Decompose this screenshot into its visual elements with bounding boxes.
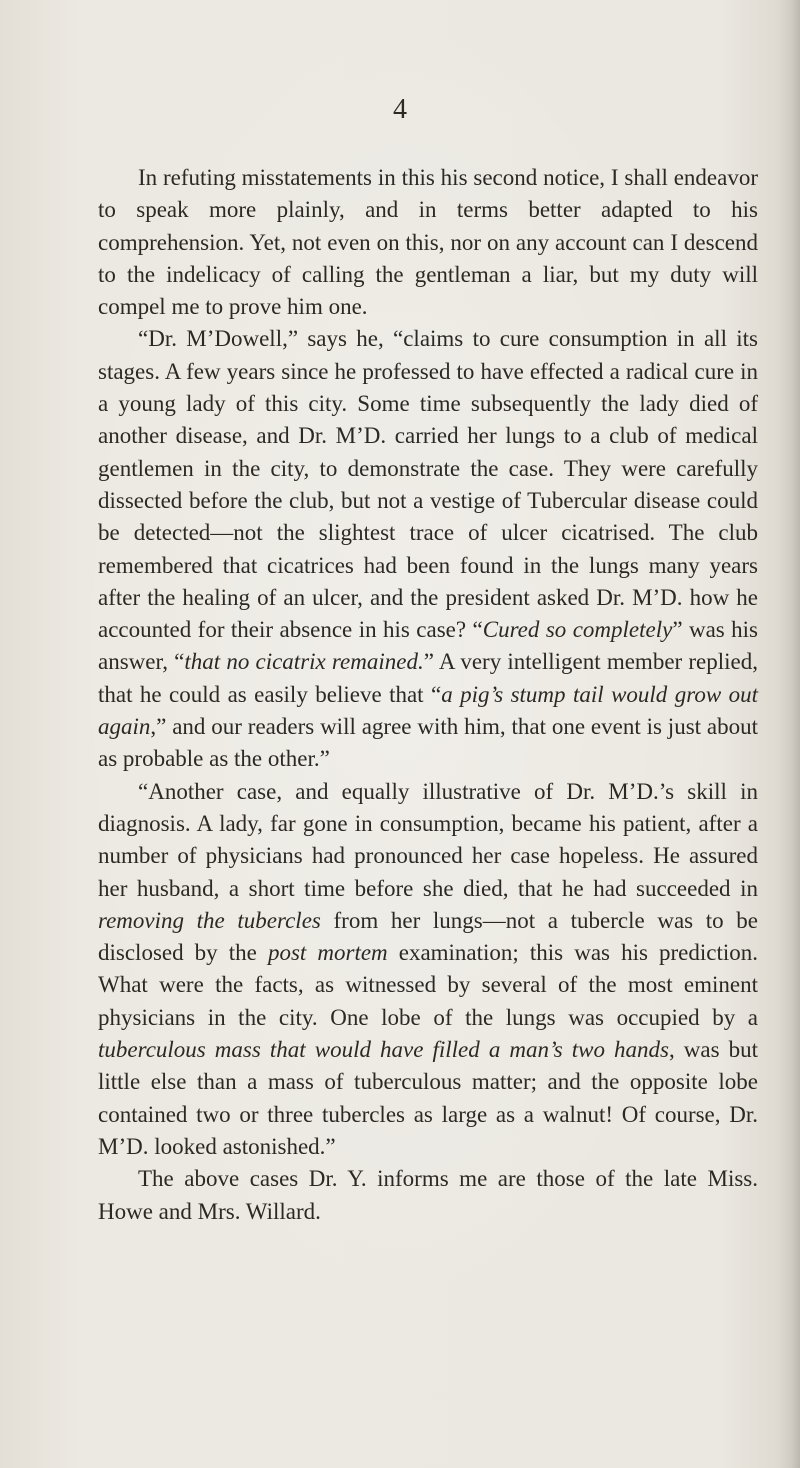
italic-text: post mortem <box>267 940 388 966</box>
paragraph-text: “Another case, and equally illustrative of Dr. M’D.’s skill in diagnosis. A lady, far gone in consumption, became his patient, after a number of physicians had pronounced her case hopeless. He assured her husband, a short time before she died, that he had succeeded in <box>98 778 758 901</box>
body-text <box>98 162 758 1228</box>
page-edge-shadow <box>778 0 800 1468</box>
italic-text: that no cicatrix remained. <box>184 649 424 675</box>
paragraph-text: In refuting misstatements in this his second notice, I shall endeavor to speak more plainly, and in terms better adapted to his comprehension. Yet, not even on this, nor on any account can I descend to the indelicacy of calling the gentleman a liar, but my duty will compel me to prove him one. <box>98 165 758 320</box>
paragraph-text: from her lungs—not a tubercle was to be disclosed by the <box>98 907 758 966</box>
page-number: 4 <box>393 94 407 125</box>
paragraph-3 <box>98 776 758 1164</box>
paragraph-text: examination; this was his prediction. What were the facts, as witnessed by several of the most eminent physicians in the city. One lobe of the lungs was occupied by a <box>98 940 758 1030</box>
italic-text: a pig’s stump tail would grow out again <box>98 681 758 740</box>
paragraph-text: “Dr. M’Dowell,” says he, “claims to cure consumption in all its stages. A few years since he professed to have effected a radical cure in a young lady of this city. Some time subsequently the lady died of another disease, and Dr. M’D. carried her lungs to a club of medical gentlemen in the city, to demonstrate the case. They were carefully dissected before the club, but not a vestige of Tubercular disease could be detected—not the slightest trace of ulcer cicatrised. The club remembered that cicatrices had been found in the lungs many years after the healing of an ulcer, and the president asked Dr. M’D. how he accounted for their absence in his case? “ <box>98 326 758 643</box>
paragraph-text: ” A very intelligent member replied, that he could as easily believe that “ <box>98 649 758 707</box>
paragraph-text: , was but little else than a mass of tuberculous matter; and the opposite lobe contained two or three tubercles as large as a walnut! Of course, Dr. M’D. looked astonished.” <box>98 1037 758 1159</box>
paragraph-4 <box>98 1163 758 1228</box>
paragraph-2 <box>98 323 758 775</box>
paragraph-text: ,” and our readers will agree with him, that one event is just about as probable as the other.” <box>98 714 758 772</box>
paragraph-text: The above cases Dr. Y. informs me are those of the late Miss. Howe and Mrs. Willard. <box>98 1166 758 1224</box>
italic-text: tuberculous mass that would have filled a man’s two hands <box>98 1037 669 1063</box>
paragraph-1 <box>98 162 758 323</box>
italic-text: Cured so completely <box>482 617 673 643</box>
paragraph-text: ” was his answer, “ <box>98 617 758 675</box>
italic-text: removing the tubercles <box>98 907 321 933</box>
